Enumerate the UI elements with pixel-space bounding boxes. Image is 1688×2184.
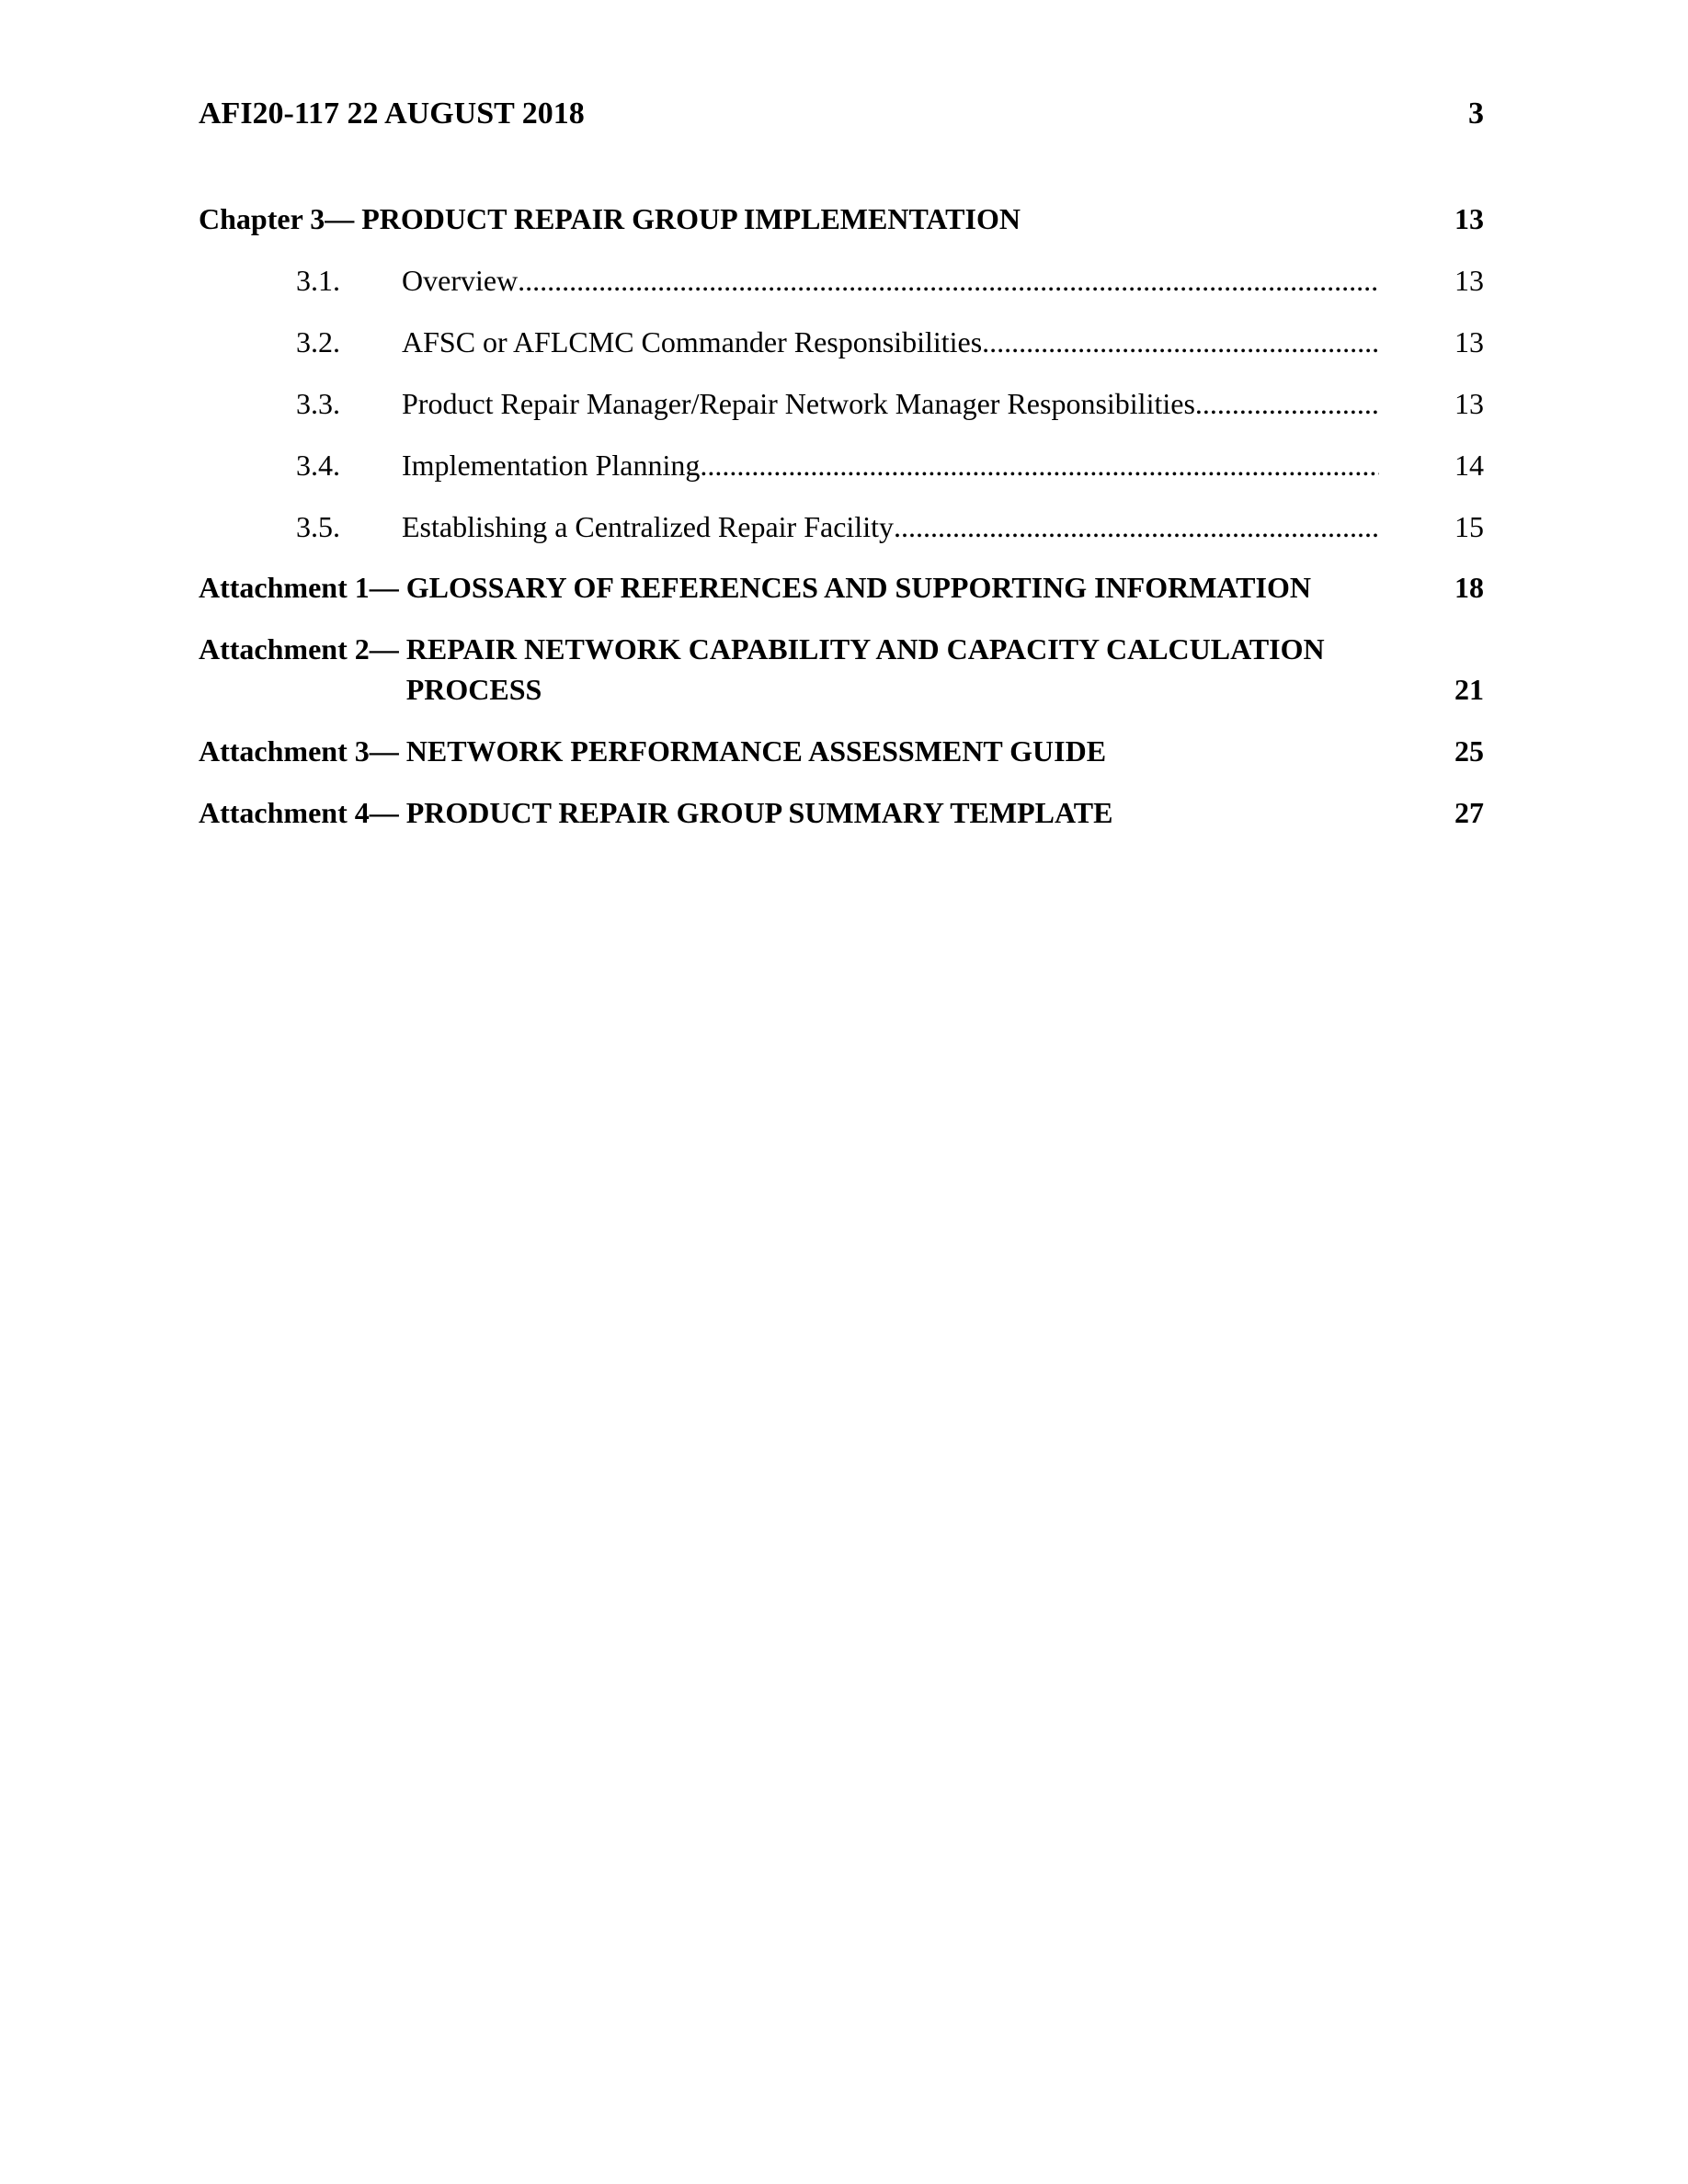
toc-attachment-2[interactable] (199, 629, 1484, 710)
toc-attachment-label: Attachment 3— (199, 734, 399, 768)
toc-section-title: Overview (402, 264, 519, 297)
toc-section-number: 3.4. (296, 449, 340, 482)
toc-section-title: AFSC or AFLCMC Commander Responsibilities (402, 325, 983, 358)
toc-section-number: 3.5. (296, 510, 340, 543)
toc-section-3-5[interactable] (296, 508, 1484, 545)
toc-section-3-4[interactable] (296, 447, 1484, 483)
toc-section-number: 3.2. (296, 325, 340, 358)
toc-section-3-3[interactable] (296, 385, 1484, 422)
toc-section-page: 14 (1454, 449, 1484, 482)
toc-attachment-title: PRODUCT REPAIR GROUP SUMMARY TEMPLATE (405, 796, 1113, 829)
toc-section-title: Establishing a Centralized Repair Facility (402, 510, 894, 543)
page-number: 3 (1468, 97, 1484, 131)
toc-attachment-title: NETWORK PERFORMANCE ASSESSMENT GUIDE (405, 734, 1107, 768)
toc-section-number: 3.3. (296, 387, 340, 420)
document-id: AFI20-117 22 AUGUST 2018 (199, 97, 585, 131)
toc-section-page: 13 (1454, 325, 1484, 358)
toc-section-3-2[interactable] (296, 324, 1484, 360)
table-of-contents (199, 0, 1484, 919)
toc-attachment-page: 21 (1454, 673, 1484, 706)
toc-chapter-page: 13 (1454, 202, 1484, 235)
toc-attachment-page: 25 (1454, 734, 1484, 768)
toc-section-page: 13 (1454, 387, 1484, 420)
toc-attachment-title: REPAIR NETWORK CAPABILITY AND CAPACITY CALCULATION PROCESS (405, 632, 1325, 706)
toc-attachment-3[interactable] (199, 731, 1484, 771)
toc-section-title: Product Repair Manager/Repair Network Manager Responsibilities (402, 387, 1195, 420)
toc-section-page: 15 (1454, 510, 1484, 543)
toc-section-page: 13 (1454, 264, 1484, 297)
toc-section-3-1[interactable] (296, 262, 1484, 299)
dot-leader (1195, 385, 1379, 422)
toc-attachment-1[interactable] (199, 567, 1484, 608)
dot-leader (700, 447, 1379, 483)
toc-attachment-label: Attachment 4— (199, 796, 399, 829)
toc-attachment-label: Attachment 1— (199, 571, 399, 604)
toc-chapter-label: Chapter 3— (199, 202, 355, 235)
dot-leader (982, 324, 1379, 360)
toc-chapter-3[interactable] (199, 199, 1484, 239)
dot-leader (518, 262, 1379, 299)
toc-chapter-title: PRODUCT REPAIR GROUP IMPLEMENTATION (361, 202, 1021, 235)
toc-section-number: 3.1. (296, 264, 340, 297)
toc-attachment-page: 27 (1454, 796, 1484, 829)
toc-attachment-title: GLOSSARY OF REFERENCES AND SUPPORTING INFORMATION (405, 571, 1311, 604)
toc-attachment-page: 18 (1454, 571, 1484, 604)
toc-attachment-label: Attachment 2— (199, 632, 399, 665)
toc-section-title: Implementation Planning (402, 449, 701, 482)
toc-attachment-4[interactable] (199, 792, 1484, 833)
dot-leader (894, 508, 1379, 545)
